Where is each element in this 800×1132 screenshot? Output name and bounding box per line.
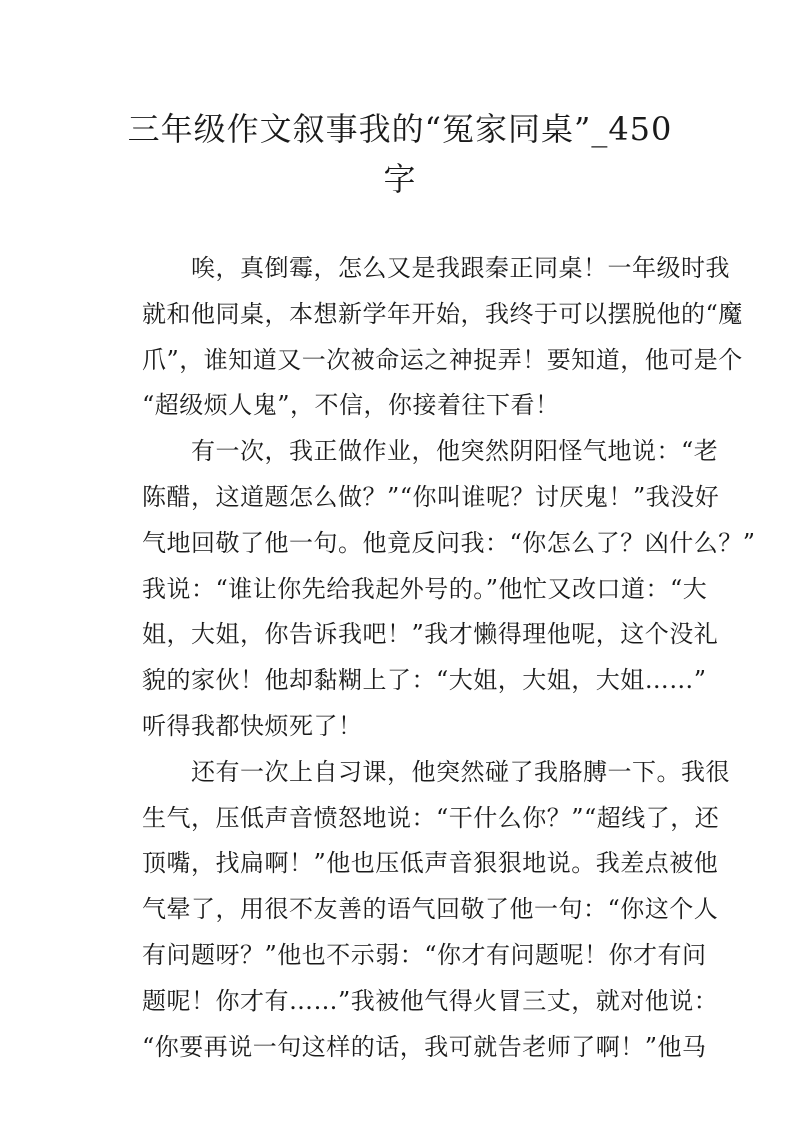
text-line: 气晕了，用很不友善的语气回敬了他一句：“你这个人 — [142, 895, 719, 924]
text-line: 有问题呀？”他也不示弱：“你才有问题呢！你才有问 — [142, 940, 707, 969]
text-line: 就和他同桌，本想新学年开始，我终于可以摆脱他的“魔 — [142, 299, 743, 328]
document-title — [100, 104, 700, 204]
text-line: 还有一次上自习课，他突然碰了我胳膊一下。我很 — [142, 757, 730, 786]
text-line: 顶嘴，找扁啊！”他也压低声音狠狠地说。我差点被他 — [142, 849, 719, 878]
title-line-2: 字 — [383, 160, 417, 198]
article-body — [142, 246, 756, 1070]
text-line: 爪”，谁知道又一次被命运之神捉弄！要知道，他可是个 — [142, 345, 743, 374]
text-line: 貌的家伙！他却黏糊上了：“大姐，大姐，大姐……” — [142, 666, 707, 695]
text-line: 姐，大姐，你告诉我吧！”我才懒得理他呢，这个没礼 — [142, 620, 719, 649]
text-line: 有一次，我正做作业，他突然阴阳怪气地说：“老 — [142, 437, 719, 466]
text-line: “超级烦人鬼”，不信，你接着往下看！ — [142, 391, 560, 420]
text-line: 生气，压低声音愤怒地说：“干什么你？”“超线了，还 — [142, 803, 720, 832]
text-line: 我说：“谁让你先给我起外号的。”他忙又改口道：“大 — [142, 574, 708, 603]
text-line: “你要再说一句这样的话，我可就告老师了啊！”他马 — [142, 1032, 707, 1061]
text-line: 陈醋，这道题怎么做？”“你叫谁呢？讨厌鬼！”我没好 — [142, 482, 720, 511]
title-line-1: 三年级作文叙事我的“冤家同桌”_450 — [127, 110, 673, 148]
text-line: 题呢！你才有……”我被他气得火冒三丈，就对他说： — [142, 986, 719, 1015]
text-line: 唉，真倒霉，怎么又是我跟秦正同桌！一年级时我 — [142, 254, 730, 282]
text-line: 气地回敬了他一句。他竟反问我：“你怎么了？凶什么？” — [142, 528, 756, 557]
text-line: 听得我都快烦死了！ — [142, 711, 363, 740]
